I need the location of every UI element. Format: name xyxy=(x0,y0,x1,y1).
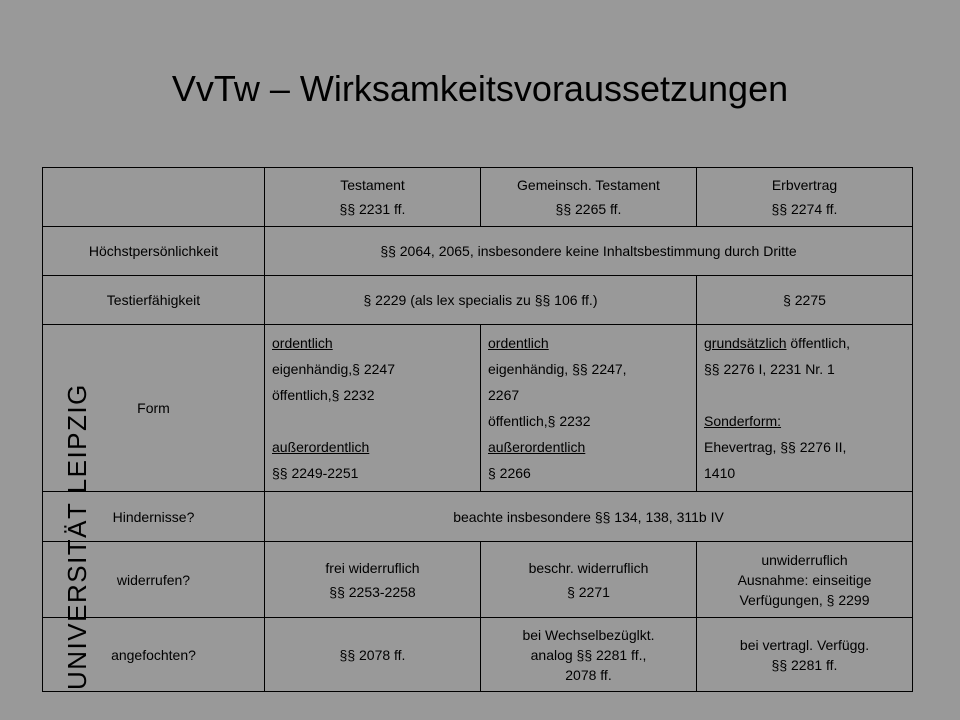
cell-line: bei Wechselbezüglkt. xyxy=(522,626,655,643)
row-label-hindernisse: Hindernisse? xyxy=(43,492,265,542)
header-erbvertrag xyxy=(697,168,913,227)
row-label-angefochten: angefochten? xyxy=(43,618,265,692)
header-testament xyxy=(265,168,481,227)
header-testament-name: Testament xyxy=(340,177,405,193)
widerrufen-gemeinsch-cell xyxy=(481,542,697,618)
testier-left-cell: § 2229 (als lex specialis zu §§ 106 ff.) xyxy=(265,276,697,325)
cell-line: Verfügungen, § 2299 xyxy=(739,591,870,608)
widerrufen-testament-cell xyxy=(265,542,481,618)
form-testament-heading-ordentlich: ordentlich xyxy=(272,335,333,351)
form-testament-cell xyxy=(265,325,481,492)
cell-line: 2078 ff. xyxy=(565,666,612,683)
cell-line: beschr. widerruflich xyxy=(528,559,649,576)
cell-line: §§ 2078 ff. xyxy=(339,646,406,663)
form-erbvertrag-cell xyxy=(697,325,913,492)
form-gemeinsch-cell xyxy=(481,325,697,492)
form-testament-line: §§ 2249-2251 xyxy=(272,465,359,481)
cell-line: §§ 2281 ff. xyxy=(771,656,838,673)
header-gemeinsch xyxy=(481,168,697,227)
form-gemeinsch-heading-ausserordentlich: außerordentlich xyxy=(488,439,586,455)
header-testament-ref: §§ 2231 ff. xyxy=(339,201,406,217)
table-row-widerrufen xyxy=(43,542,913,618)
row-label-hoechst: Höchstpersönlichkeit xyxy=(43,227,265,276)
angefochten-erb-cell xyxy=(697,618,913,692)
form-testament-line: öffentlich,§ 2232 xyxy=(272,387,375,403)
form-gemeinsch-line: § 2266 xyxy=(488,465,531,481)
form-erb-heading-rest: öffentlich, xyxy=(786,335,851,351)
form-gemeinsch-line: öffentlich,§ 2232 xyxy=(488,413,591,429)
form-testament-line: eigenhändig,§ 2247 xyxy=(272,361,396,377)
form-testament-heading-ausserordentlich: außerordentlich xyxy=(272,439,370,455)
header-gemeinsch-name: Gemeinsch. Testament xyxy=(517,177,660,193)
form-erb-line: Ehevertrag, §§ 2276 II, xyxy=(704,439,847,455)
row-label-form: Form xyxy=(43,325,265,492)
table-row-testierfaehigkeit xyxy=(43,276,913,325)
table-row-form xyxy=(43,325,913,492)
header-gemeinsch-ref: §§ 2265 ff. xyxy=(555,201,622,217)
form-gemeinsch-heading-ordentlich: ordentlich xyxy=(488,335,549,351)
table-header-row xyxy=(43,168,913,227)
header-erbvertrag-name: Erbvertrag xyxy=(771,177,838,193)
form-erb-line: §§ 2276 I, 2231 Nr. 1 xyxy=(704,361,835,377)
table-row-angefochten xyxy=(43,618,913,692)
table-row-hindernisse xyxy=(43,492,913,542)
cell-line: bei vertragl. Verfügg. xyxy=(739,636,870,653)
cell-line: unwiderruflich xyxy=(761,551,848,568)
form-erb-heading-grundsaetzlich: grundsätzlich xyxy=(704,335,787,351)
header-erbvertrag-ref: §§ 2274 ff. xyxy=(771,201,838,217)
university-logo-text: UNIVERSITÄT LEIPZIG xyxy=(62,383,92,690)
slide-title: VvTw – Wirksamkeitsvoraussetzungen xyxy=(171,68,789,109)
form-erb-heading-sonderform: Sonderform: xyxy=(704,413,782,429)
form-erb-first-line xyxy=(704,330,905,356)
cell-line: frei widerruflich xyxy=(325,559,420,576)
cell-line: § 2271 xyxy=(567,583,610,600)
hindernisse-span-cell: beachte insbesondere §§ 134, 138, 311b IV xyxy=(265,492,913,542)
form-gemeinsch-line: 2267 xyxy=(488,387,520,403)
cell-line: §§ 2253-2258 xyxy=(329,583,416,600)
hoechst-span-cell: §§ 2064, 2065, insbesondere keine Inhaltsbestimmung durch Dritte xyxy=(265,227,913,276)
form-gemeinsch-line: eigenhändig, §§ 2247, xyxy=(488,361,627,377)
testier-right-cell: § 2275 xyxy=(697,276,913,325)
requirements-table xyxy=(42,167,913,692)
cell-line: Ausnahme: einseitige xyxy=(737,571,872,588)
cell-line: analog §§ 2281 ff., xyxy=(530,646,647,663)
row-label-widerrufen: widerrufen? xyxy=(43,542,265,618)
row-label-testier: Testierfähigkeit xyxy=(43,276,265,325)
angefochten-testament-cell xyxy=(265,618,481,692)
header-empty-cell xyxy=(43,168,265,227)
form-erb-line: 1410 xyxy=(704,465,736,481)
angefochten-gemeinsch-cell xyxy=(481,618,697,692)
table-row-hoechstpersoenlichkeit xyxy=(43,227,913,276)
widerrufen-erb-cell xyxy=(697,542,913,618)
